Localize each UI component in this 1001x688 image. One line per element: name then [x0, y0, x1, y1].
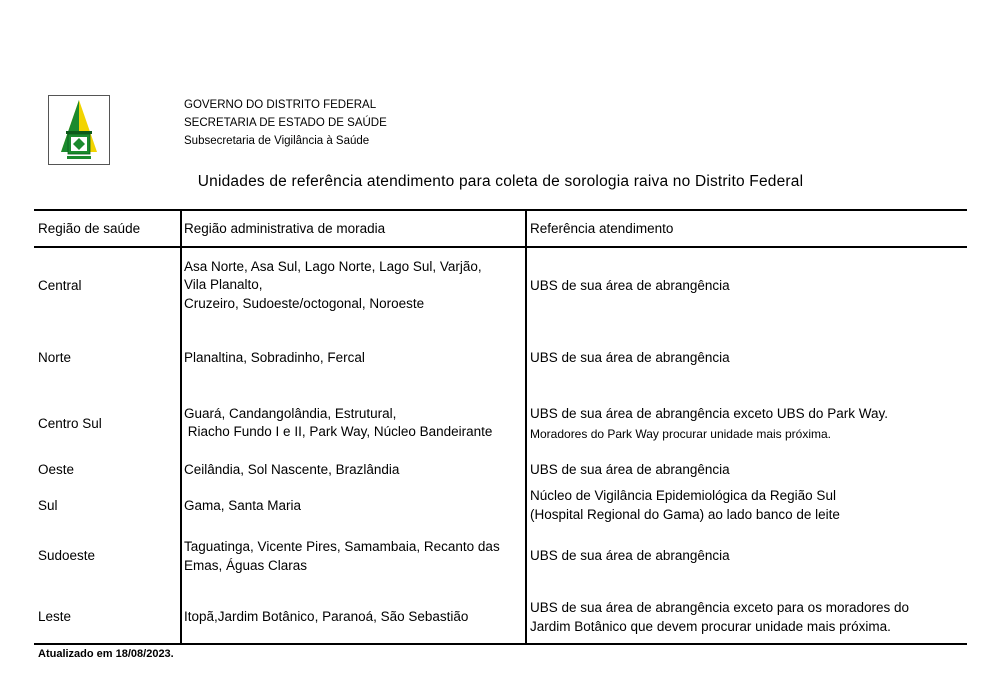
- table-row-ref-line: UBS de sua área de abrangência: [530, 350, 730, 365]
- table-row-ref-line: UBS de sua área de abrangência: [530, 548, 730, 563]
- table-row-ref-note: Moradores do Park Way procurar unidade mais próxima.: [530, 427, 832, 441]
- column-divider: [180, 211, 182, 643]
- column-header-ref: Referência atendimento: [530, 221, 674, 236]
- table-row-regiao: Central: [38, 278, 82, 293]
- gdf-coat-of-arms-icon: [49, 96, 109, 164]
- table-row-ref-line: UBS de sua área de abrangência: [530, 278, 730, 293]
- column-header-regiao: Região de saúde: [38, 221, 141, 236]
- table-row-admin-line: Ceilândia, Sol Nascente, Brazlândia: [184, 462, 400, 477]
- table-row-regiao: Sul: [38, 498, 58, 513]
- table-row-admin-line: Planaltina, Sobradinho, Fercal: [184, 350, 365, 365]
- table-row-admin-line: Gama, Santa Maria: [184, 498, 302, 513]
- table-row-admin-line: Itopã,Jardim Botânico, Paranoá, São Sebastião: [184, 609, 469, 624]
- institution-header: [184, 96, 387, 150]
- column-divider: [525, 211, 527, 643]
- table-row-admin-line: Riacho Fundo I e II, Park Way, Núcleo Bandeirante: [184, 424, 493, 439]
- table-row-admin-line: Emas, Águas Claras: [184, 558, 308, 573]
- table-row-regiao: Sudoeste: [38, 548, 96, 563]
- table-row-regiao: Leste: [38, 609, 72, 624]
- table-row-regiao: Norte: [38, 350, 72, 365]
- table-row-ref-line: Núcleo de Vigilância Epidemiológica da Região Sul: [530, 488, 836, 503]
- table-row-ref-line: Jardim Botânico que devem procurar unidade mais próxima.: [530, 619, 891, 634]
- table-row-regiao: Oeste: [38, 462, 75, 477]
- table-row-ref-line: (Hospital Regional do Gama) ao lado banco de leite: [530, 507, 840, 522]
- table-row-regiao: Centro Sul: [38, 416, 102, 431]
- table-row-admin-line: Taguatinga, Vicente Pires, Samambaia, Recanto das: [184, 539, 500, 554]
- header-line-3: Subsecretaria de Vigilância à Saúde: [184, 135, 370, 147]
- table-row-ref-line: UBS de sua área de abrangência exceto UBS do Park Way.: [530, 406, 888, 421]
- header-line-1: GOVERNO DO DISTRITO FEDERAL: [184, 99, 377, 111]
- table-row-admin-line: Vila Planalto,: [184, 277, 263, 292]
- header-divider: [34, 246, 967, 248]
- table-row-admin-line: Guará, Candangolândia, Estrutural,: [184, 406, 397, 421]
- page-title: Unidades de referência atendimento para coleta de sorologia raiva no Distrito Federal: [197, 173, 804, 190]
- column-header-admin: Região administrativa de moradia: [184, 221, 386, 236]
- updated-date-note: Atualizado em 18/08/2023.: [38, 648, 174, 660]
- table-row-admin-line: Asa Norte, Asa Sul, Lago Norte, Lago Sul, Varjão,: [184, 259, 482, 274]
- table-row-admin-line: Cruzeiro, Sudoeste/octogonal, Noroeste: [184, 296, 425, 311]
- header-line-2: SECRETARIA DE ESTADO DE SAÚDE: [184, 117, 387, 129]
- table-row-ref-line: UBS de sua área de abrangência exceto para os moradores do: [530, 600, 909, 615]
- table-row-ref-line: UBS de sua área de abrangência: [530, 462, 730, 477]
- gdf-logo: [48, 95, 110, 165]
- reference-table: [34, 209, 967, 645]
